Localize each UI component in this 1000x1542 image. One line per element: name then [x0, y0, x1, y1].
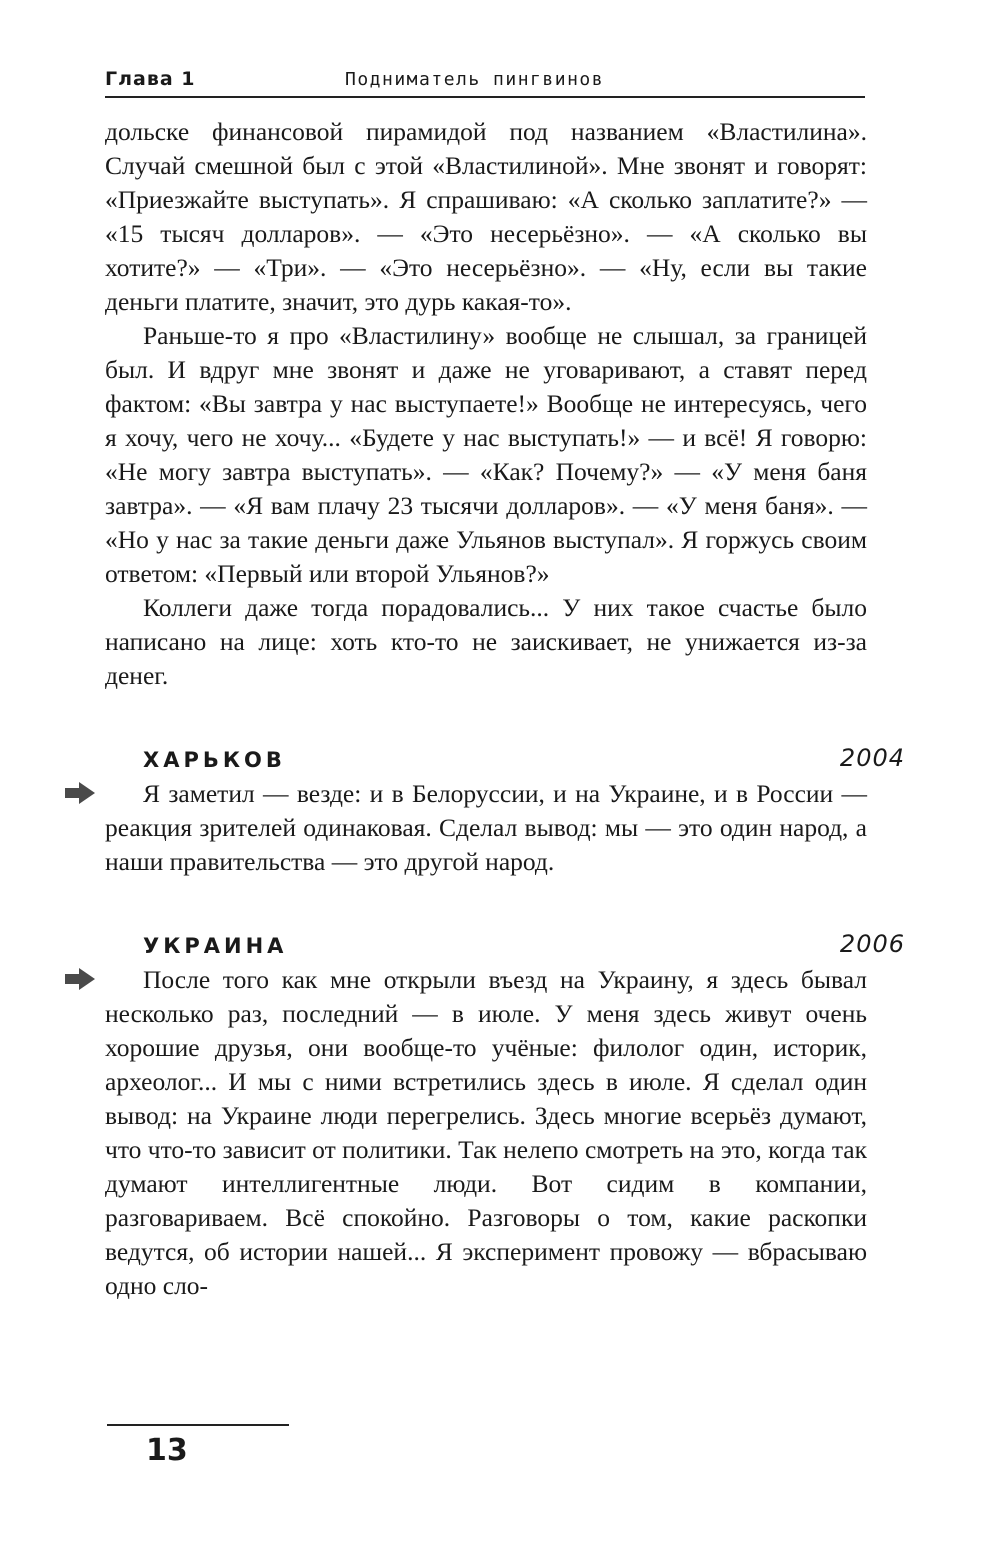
- running-header: [105, 68, 865, 98]
- paragraph-3: Коллеги даже тогда порадовались... У них такое счастье было написано на лице: хоть кто-то не заискивает, не унижается из-за денег.: [105, 593, 867, 690]
- footer-rule: [107, 1424, 289, 1426]
- arrow-icon: [63, 781, 97, 805]
- section-text: После того как мне открыли въезд на Украину, я здесь бывал несколько раз, последний — в июле. У меня здесь живут очень хорошие друзья, они вообще-то учёные: филолог один, историк, археолог... И мы с ними встретились здесь в июле. Я сделал один вывод: на Украине люди перегрелись. Здесь многие всерьёз думают, что что-то зависит от политики. Так нелепо смотреть на это, когда так думают интеллигентные люди. Вот сидим в компании, разговариваем. Всё спокойно. Разговоры о том, какие раскопки ведутся, об истории нашей... Я эксперимент провожу — вбрасываю одно сло-: [105, 965, 867, 1300]
- section-ukraine: [105, 927, 905, 1303]
- section-year: 2004: [839, 744, 905, 772]
- book-title: Подниматель пингвинов: [345, 69, 605, 90]
- section-title: ХАРЬКОВ: [143, 748, 286, 772]
- section-kharkov: [105, 741, 905, 879]
- chapter-label: Глава 1: [105, 68, 196, 90]
- section-year: 2006: [839, 930, 905, 958]
- page-number: 13: [146, 1433, 188, 1468]
- arrow-icon: [63, 967, 97, 991]
- body-text: [105, 115, 905, 1303]
- section-text: Я заметил — везде: и в Белоруссии, и на Украине, и в России — реакция зрителей одинаковая. Сделал вывод: мы — это один народ, а наши правительства — это другой народ.: [105, 779, 867, 876]
- section-title: УКРАИНА: [143, 934, 288, 958]
- section-paragraph: [105, 963, 867, 1303]
- paragraph-1: дольске финансовой пирамидой под названием «Властилина». Случай смешной был с этой «Властилиной». Мне звонят и говорят: «Приезжайте выступать». Я спрашиваю: «А сколько заплатите?» — «15 тысяч долларов». — «Это несерьёзно». — «А сколько вы хотите?» — «Три». — «Это несерьёзно». — «Ну, если вы такие деньги платите, значит, это дурь какая-то».: [105, 117, 867, 316]
- section-heading: [143, 927, 905, 963]
- paragraph-2: Раньше-то я про «Властилину» вообще не слышал, за границей был. И вдруг мне звонят и даже не уговаривают, а ставят перед фактом: «Вы завтра у нас выступаете!» Вообще не интересуясь, чего я хочу, чего не хочу... «Будете у нас выступать!» — и всё! Я говорю: «Не могу завтра выступать». — «Как? Почему?» — «У меня баня завтра». — «Я вам плачу 23 тысячи долларов». — «У меня баня». — «Но у нас за такие деньги даже Ульянов выступал». Я горжусь своим ответом: «Первый или второй Ульянов?»: [105, 321, 867, 588]
- section-heading: [143, 741, 905, 777]
- section-paragraph: [105, 777, 867, 879]
